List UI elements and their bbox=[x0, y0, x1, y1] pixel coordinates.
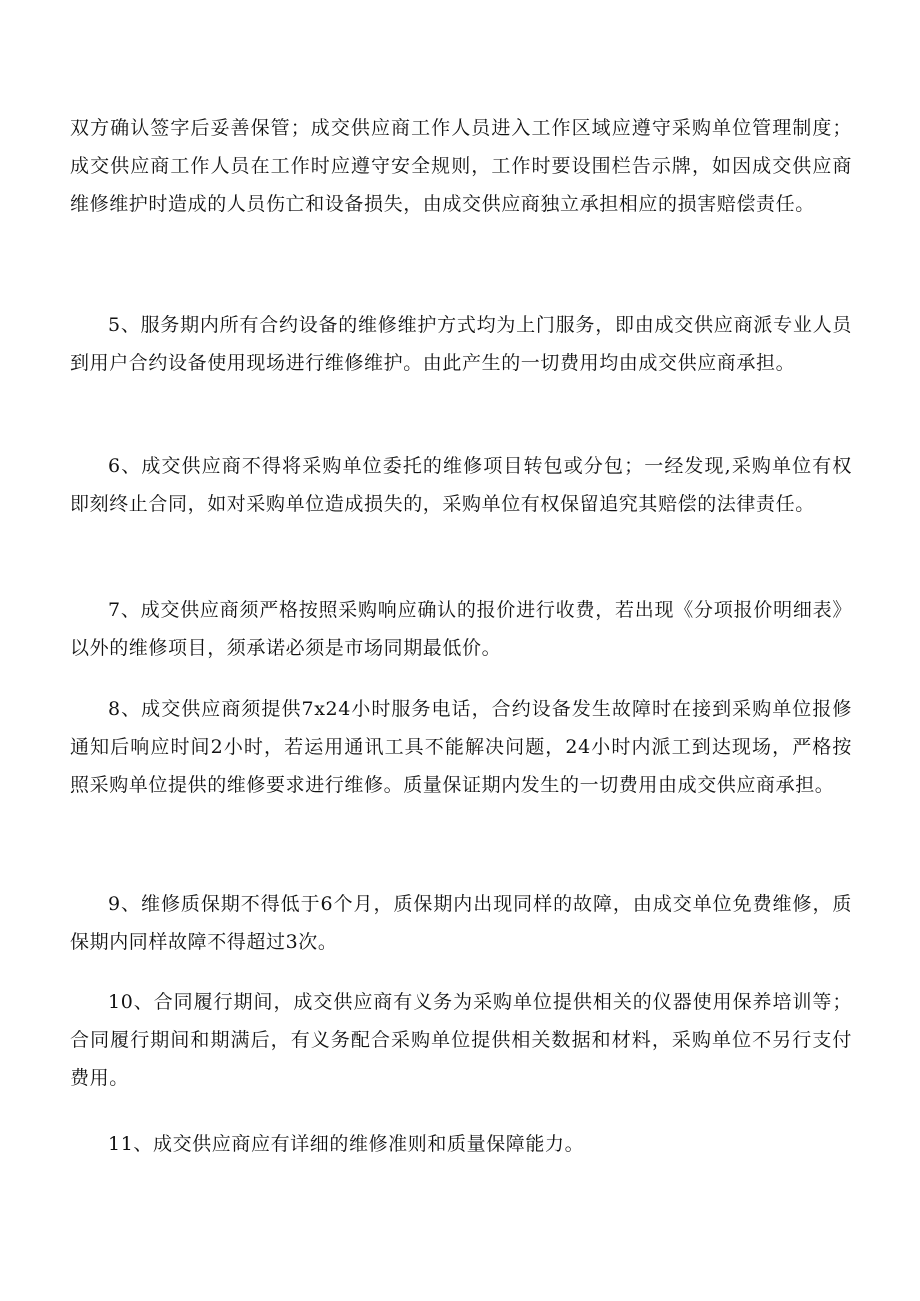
paragraph-item-5: 5、服务期内所有合约设备的维修维护方式均为上门服务，即由成交供应商派专业人员到用户合约设备使用现场进行维修维护。由此产生的一切费用均由成交供应商承担。 bbox=[70, 314, 852, 374]
paragraph-item-11: 11、成交供应商应有详细的维修准则和质量保障能力。 bbox=[108, 1133, 585, 1155]
paragraph-item-10: 10、合同履行期间，成交供应商有义务为采购单位提供相关的仪器使用保养培训等；合同履行期间和期满后，有义务配合采购单位提供相关数据和材料，采购单位不另行支付费用。 bbox=[70, 991, 852, 1089]
paragraph-item-6: 6、成交供应商不得将采购单位委托的维修项目转包或分包；一经发现,采购单位有权即刻终止合同，如对采购单位造成损失的，采购单位有权保留追究其赔偿的法律责任。 bbox=[70, 455, 852, 515]
paragraph-item-8: 8、成交供应商须提供7x24小时服务电话，合约设备发生故障时在接到采购单位报修通知后响应时间2小时，若运用通讯工具不能解决问题，24小时内派工到达现场，严格按照采购单位提供的维修要求进行维修。质量保证期内发生的一切费用由成交供应商承担。 bbox=[70, 698, 852, 796]
paragraph-item-7: 7、成交供应商须严格按照采购响应确认的报价进行收费，若出现《分项报价明细表》以外的维修项目，须承诺必须是市场同期最低价。 bbox=[70, 599, 852, 659]
paragraph-item-9: 9、维修质保期不得低于6个月，质保期内出现同样的故障，由成交单位免费维修，质保期内同样故障不得超过3次。 bbox=[70, 893, 852, 953]
paragraph-continued: 双方确认签字后妥善保管；成交供应商工作人员进入工作区域应遵守采购单位管理制度；成交供应商工作人员在工作时应遵守安全规则，工作时要设围栏告示牌，如因成交供应商维修维护时造成的人员伤亡和设备损失，由成交供应商独立承担相应的损害赔偿责任。 bbox=[70, 117, 852, 215]
